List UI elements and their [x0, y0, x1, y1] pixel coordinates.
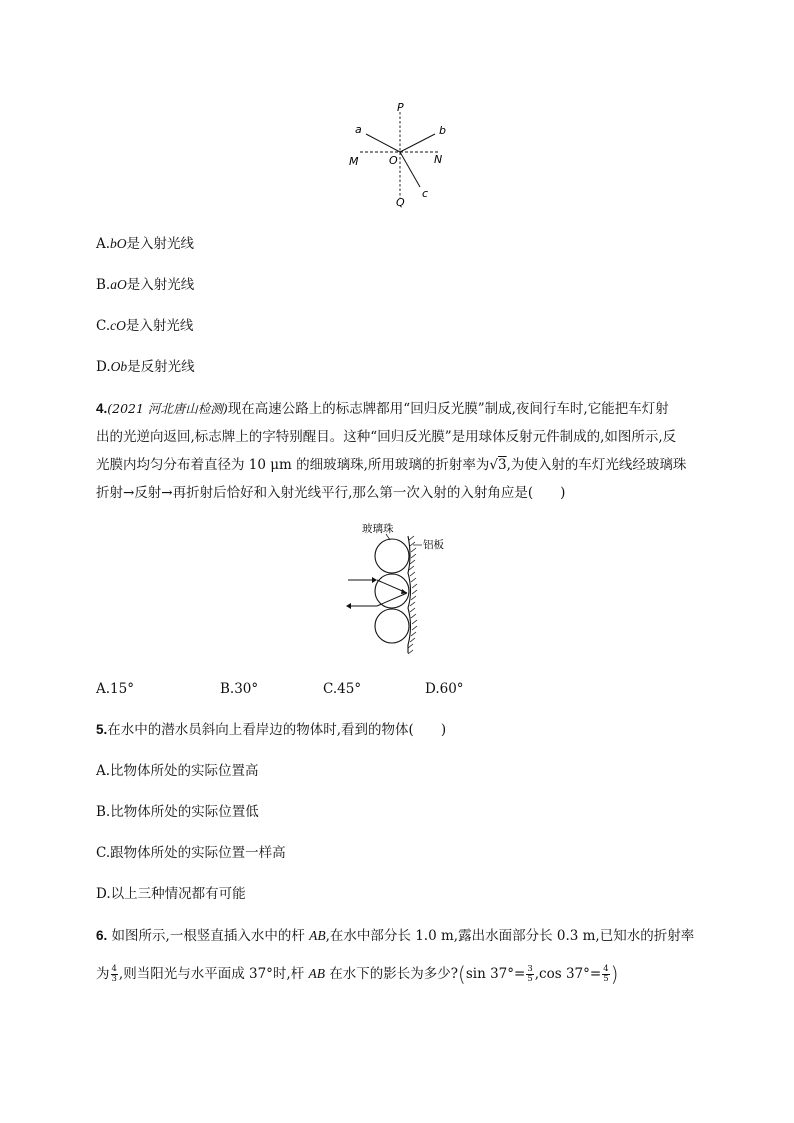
fraction-numerator: 3	[527, 964, 533, 974]
fraction-numerator: 4	[603, 964, 609, 974]
question-text: 如图所示,一根竖直插入水中的杆	[107, 928, 310, 944]
q4-line-1	[96, 400, 669, 418]
q5-option-c: C.跟物体所处的实际位置一样高	[96, 845, 286, 861]
q4-option-d: D.60°	[425, 681, 464, 697]
q5-stem	[96, 721, 446, 739]
q4-line-2	[96, 428, 676, 446]
label-c: c	[422, 187, 429, 200]
figure-glass-beads	[340, 518, 460, 660]
outgoing-arrowhead	[346, 603, 351, 609]
ray-b	[400, 134, 435, 152]
left-paren: (	[458, 962, 466, 986]
question-number: 6.	[96, 928, 108, 943]
label-aluminum-plate: 铝板	[423, 539, 444, 551]
option-letter: D.	[96, 359, 111, 375]
q4-option-a: A.15°	[96, 681, 134, 697]
q6-line-2	[96, 963, 618, 985]
q3-option-d	[96, 358, 195, 376]
cos-fraction	[602, 965, 609, 984]
question-text: 在水下的影长为多少?	[325, 966, 459, 982]
label-a: a	[355, 123, 362, 136]
fraction-denominator: 5	[603, 974, 609, 984]
glass-bead-bottom	[375, 609, 409, 643]
fraction-numerator: 4	[111, 964, 117, 974]
label-glass-bead: 玻璃珠	[362, 523, 394, 535]
fraction-denominator: 3	[111, 974, 117, 984]
question-text: 出的光逆向返回,标志牌上的字特别醒目。这种“回归反光膜”是用球体反射元件制成的,如图所示,反	[96, 429, 677, 445]
option-letter: B.	[96, 277, 111, 293]
question-number: 4.	[96, 401, 108, 416]
q3-option-c	[96, 317, 193, 335]
q4-line-4	[96, 484, 565, 502]
question-text: ,则当阳光与水平面成 37°时,杆	[118, 966, 309, 982]
question-source: (2021 河北唐山检测)	[107, 401, 228, 416]
q4-line-3	[96, 456, 686, 474]
q5-option-a: A.比物体所处的实际位置高	[96, 763, 259, 779]
ray-a	[366, 134, 400, 152]
fraction-denominator: 5	[527, 974, 533, 984]
sqrt-value: 3	[498, 457, 507, 473]
option-text: 是入射光线	[126, 277, 195, 293]
refractive-index-fraction	[111, 965, 118, 984]
q3-option-a	[96, 235, 194, 253]
figure-reflection-refraction	[340, 98, 460, 213]
question-text: ,在水中部分长 1.0 m,露出水面部分长 0.3 m,已知水的折射率	[325, 928, 695, 944]
q3-option-b	[96, 276, 194, 294]
label-p: P	[397, 101, 404, 114]
ray-name: bO	[110, 236, 127, 251]
option-letter: A.	[96, 236, 111, 252]
right-paren: )	[610, 962, 619, 986]
rod-name: AB	[308, 966, 326, 981]
option-text: 是反射光线	[127, 359, 195, 375]
option-text: 是入射光线	[126, 236, 195, 252]
label-m: M	[349, 155, 359, 168]
label-q: Q	[396, 196, 405, 209]
question-text: 折射→反射→再折射后恰好和入射光线平行,那么第一次入射的入射角应是( )	[96, 485, 566, 501]
ray-name: cO	[110, 318, 126, 333]
q6-line-1	[96, 927, 694, 945]
question-text: 为	[96, 966, 110, 982]
ray-name: Ob	[110, 359, 128, 374]
q4-option-b: B.30°	[220, 681, 259, 697]
label-n: N	[434, 153, 443, 166]
glass-bead-top	[375, 539, 409, 573]
question-text: ,为使入射的车灯光线经玻璃珠	[506, 457, 687, 473]
question-text: 现在高速公路上的标志牌都用“回归反光膜”制成,夜间行车时,它能把车灯射	[227, 401, 669, 417]
cos-text: ,cos 37°=	[534, 966, 602, 982]
question-text: 光膜内均匀分布着直径为 10 μm 的细玻璃珠,所用玻璃的折射率为	[96, 457, 490, 473]
sin-fraction	[526, 965, 533, 984]
question-text: 在水中的潜水员斜向上看岸边的物体时,看到的物体( )	[107, 722, 447, 738]
q5-option-b: B.比物体所处的实际位置低	[96, 804, 259, 820]
label-b: b	[439, 124, 446, 137]
sqrt-symbol: √	[489, 457, 499, 473]
sin-text: sin 37°=	[465, 966, 526, 982]
ray-c	[400, 152, 420, 187]
incident-arrowhead	[372, 577, 377, 583]
rod-name: AB	[309, 928, 326, 943]
option-letter: C.	[96, 318, 111, 334]
ray-name: aO	[110, 277, 127, 292]
option-text: 是入射光线	[125, 318, 194, 334]
question-number: 5.	[96, 722, 108, 737]
q4-option-c: C.45°	[323, 681, 362, 697]
q5-option-d: D.以上三种情况都有可能	[96, 886, 246, 902]
label-o: O	[389, 154, 398, 167]
